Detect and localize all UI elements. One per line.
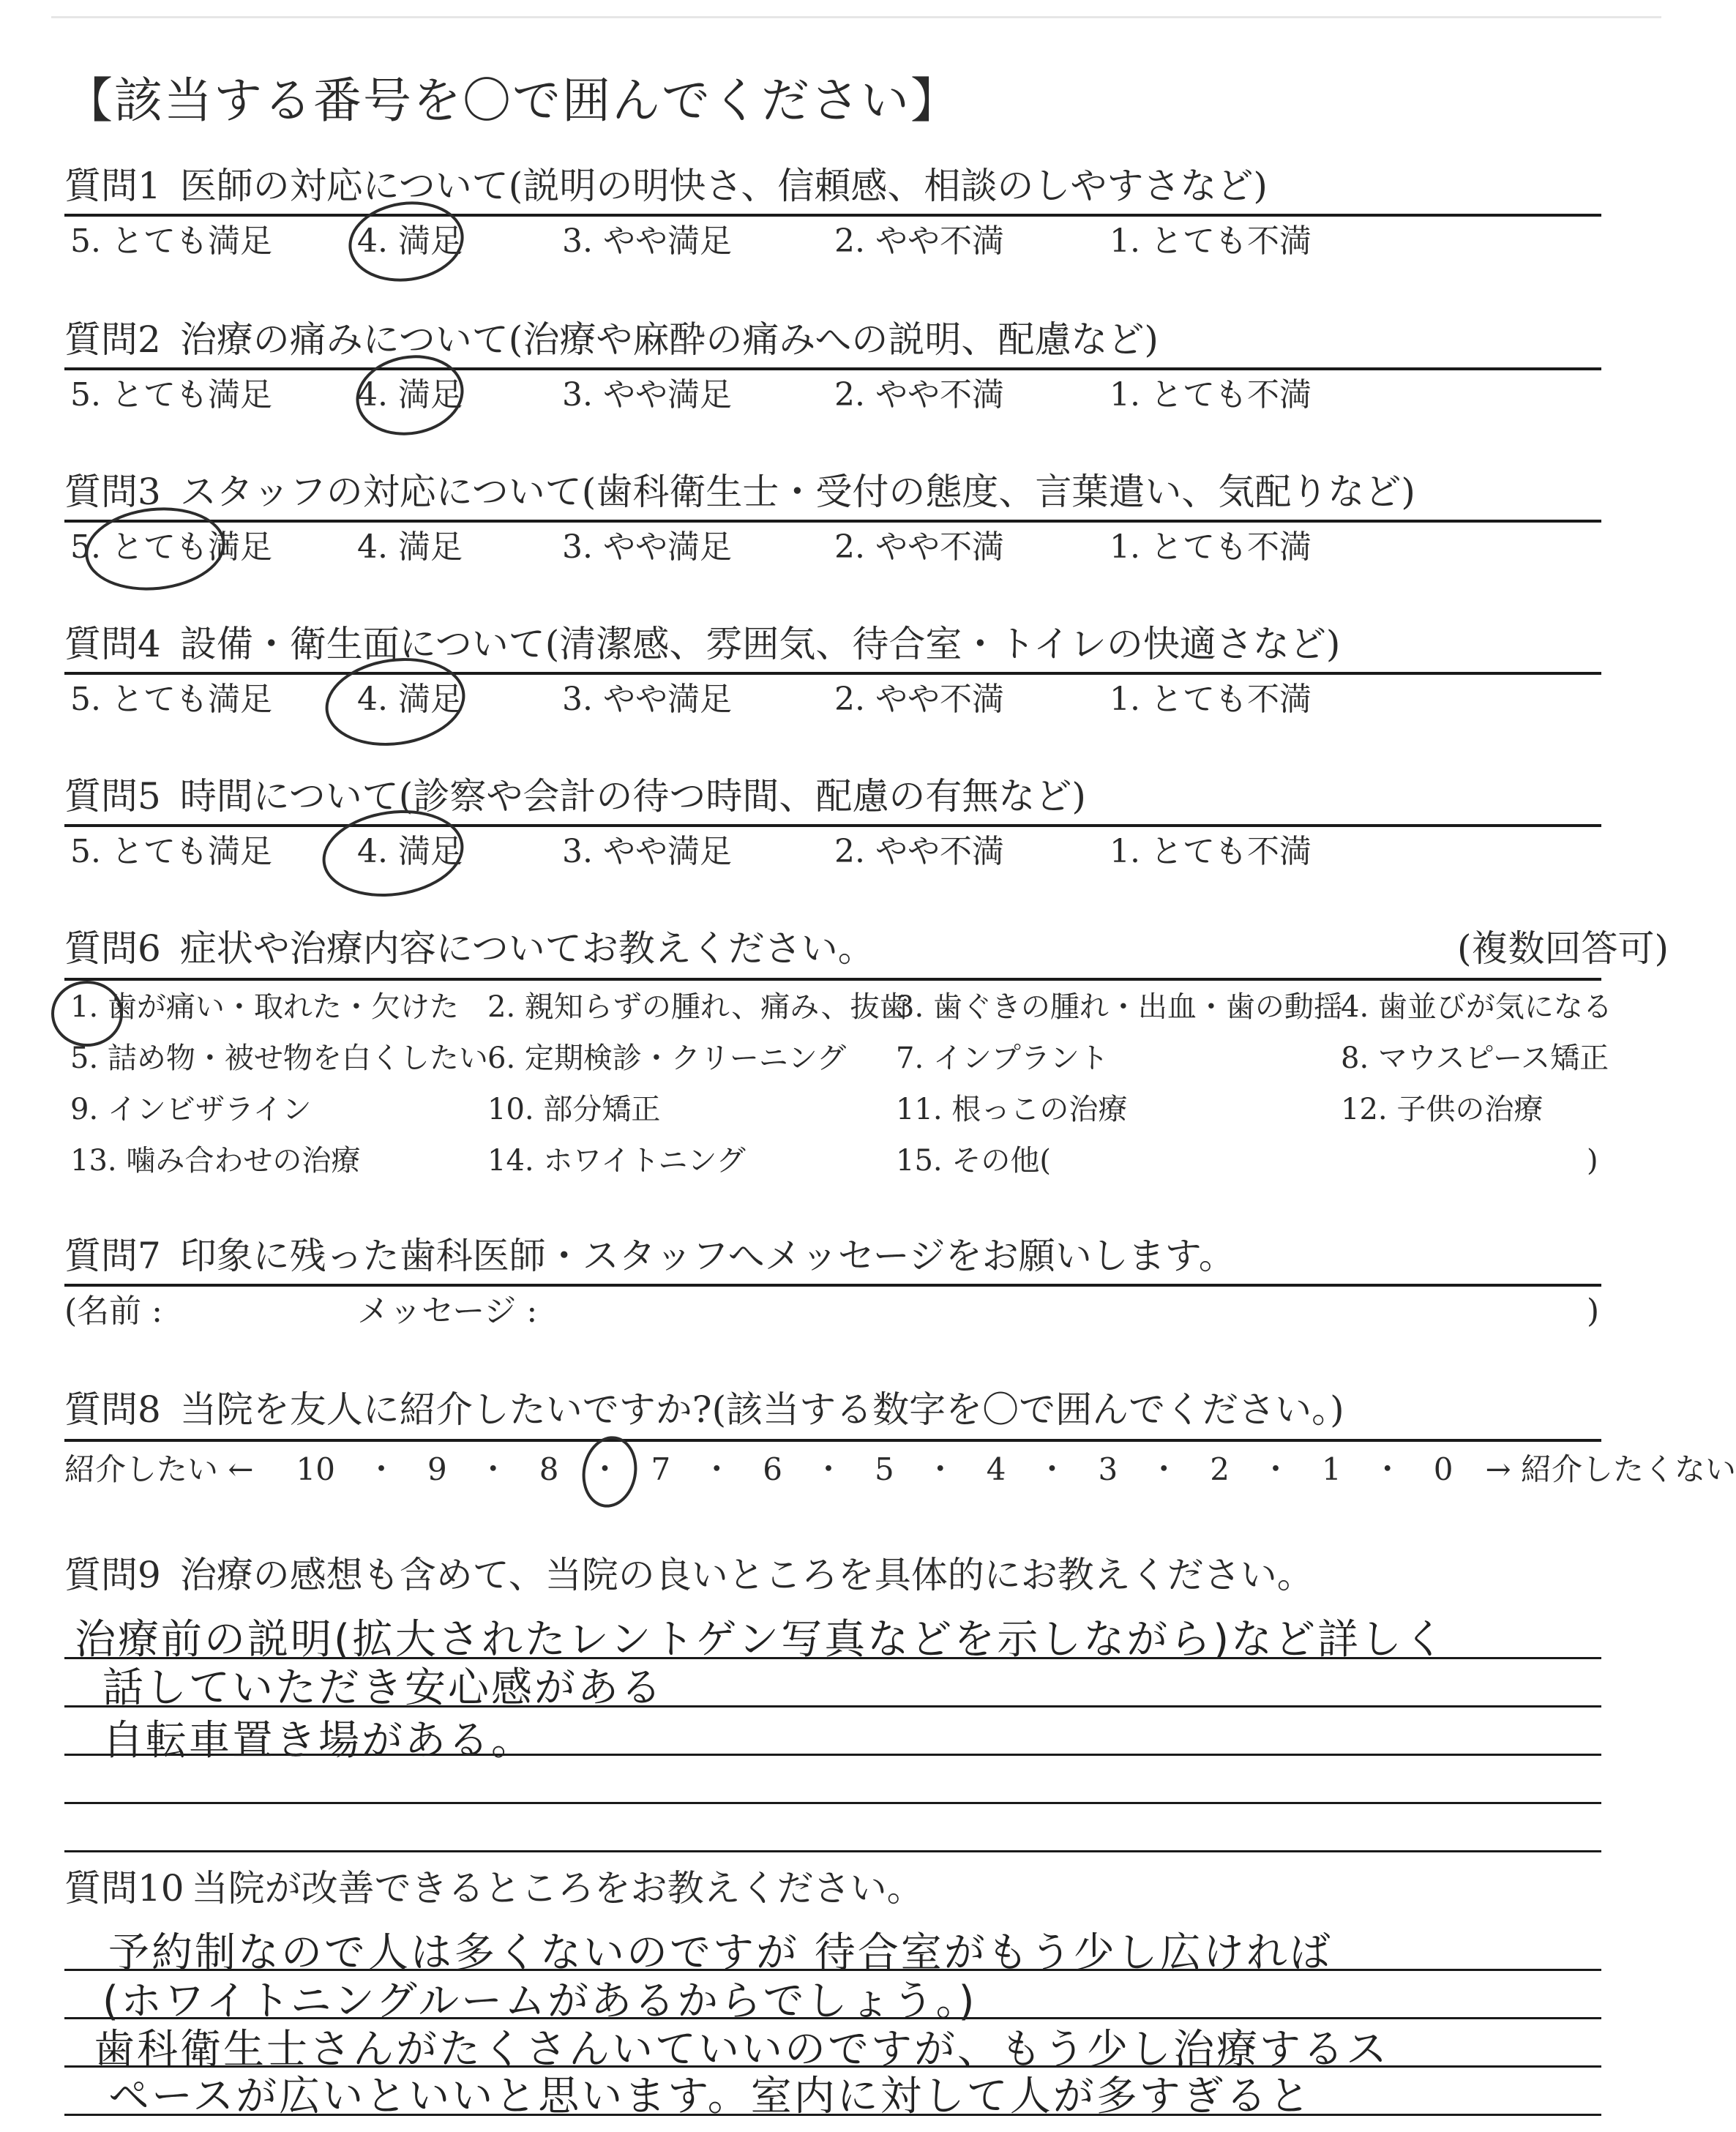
scale-value-5[interactable]: 5 [875,1451,894,1487]
question-5 [64,770,1601,870]
name-field-label[interactable]: (名前 : [64,1293,162,1330]
scale-value-3[interactable]: 3 [1098,1451,1118,1487]
question-6-rule [64,978,1601,981]
question-2-number: 質問2 [64,318,161,361]
scale-value-4[interactable]: 4 [986,1451,1006,1487]
question-2-text: 治療の痛みについて(治療や麻酔の痛みへの説明、配慮など) [179,318,1159,361]
handwritten-answer-line: 歯科衛生士さんがたくさんいていいのですが、もう少し治療するス [94,2026,1389,2073]
question-3 [64,465,1601,566]
question-3-title [64,465,1415,518]
selection-circle [577,1432,643,1511]
question-6-title [64,922,875,975]
option-somewhat-dissatisfied[interactable]: 2. やや不満 [834,528,1004,566]
page-title: 【該当する番号を〇で囲んでください】 [64,72,960,129]
symptom-option-3[interactable]: 3. 歯ぐきの腫れ・出血・歯の動揺 [896,990,1343,1024]
question-3-number: 質問3 [64,471,161,513]
scale-value-1[interactable]: 1 [1322,1451,1342,1487]
symptom-option-13[interactable]: 13. 噛み合わせの治療 [70,1144,361,1178]
question-5-number: 質問5 [64,775,161,818]
option-very-dissatisfied[interactable]: 1. とても不満 [1110,681,1312,718]
handwritten-answer-line: 話していただき安心感がある [102,1664,664,1712]
option-somewhat-satisfied[interactable]: 3. やや満足 [562,528,732,566]
option-somewhat-satisfied[interactable]: 3. やや満足 [562,833,732,870]
option-very-satisfied[interactable]: 5. とても満足 [70,528,272,566]
handwritten-answer-line: 治療前の説明(拡大されたレントゲン写真などを示しながら)など詳しく [75,1616,1448,1664]
symptom-option-11[interactable]: 11. 根っこの治療 [896,1093,1128,1126]
question-8 [64,1383,1736,1487]
option-somewhat-satisfied[interactable]: 3. やや満足 [562,681,732,718]
question-9 [64,1549,1601,1765]
option-somewhat-dissatisfied[interactable]: 2. やや不満 [834,833,1004,870]
scale-value-2[interactable]: 2 [1210,1451,1230,1487]
scale-value-8[interactable]: 8 [539,1451,559,1487]
option-very-dissatisfied[interactable]: 1. とても不満 [1110,833,1312,870]
question-2 [64,313,1601,414]
scale-value-0[interactable]: 0 [1433,1451,1453,1487]
handwritten-answer-line: 自転車置き場がある。 [102,1717,534,1765]
answer-line [64,1802,1601,1804]
answer-line [64,1850,1601,1852]
symptom-option-8[interactable]: 8. マウスピース矯正 [1341,1041,1609,1075]
selection-circle [51,981,123,1047]
question-1-rule [64,214,1601,217]
option-very-satisfied[interactable]: 5. とても満足 [70,222,272,260]
recommendation-scale: 紹介したい ← 10 ・ 9 ・ 8 ・ 7 ・ 6 ・ 5 ・ 4 ・ 3 ・ 2 ・ 1 ・ 0 → 紹介したくない [64,1448,1736,1492]
option-satisfied[interactable]: 4. 満足 [357,681,463,718]
symptom-option-15[interactable]: 15. その他( [896,1144,1051,1178]
symptom-option-14[interactable]: 14. ホワイトニング [487,1144,746,1178]
question-7 [64,1230,1601,1330]
question-4-number: 質問4 [64,623,161,665]
option-satisfied[interactable]: 4. 満足 [357,222,463,260]
scale-left-label: 紹介したい ← [64,1451,254,1487]
question-8-title [64,1383,1344,1436]
symptom-option-9[interactable]: 9. インビザライン [70,1093,312,1126]
question-8-text: 当院を友人に紹介したいですか?(該当する数字を〇で囲んでください。) [179,1388,1344,1431]
multiple-answers-note: (複数回答可) [1456,927,1669,970]
symptom-option-10[interactable]: 10. 部分矯正 [487,1093,661,1126]
option-satisfied[interactable]: 4. 満足 [357,833,463,870]
question-4-rule [64,672,1601,675]
question-9-title [64,1549,1314,1601]
question-10-number: 質問10 [64,1867,184,1910]
question-4-title [64,618,1340,670]
question-10-title [64,1862,924,1915]
question-8-rule [64,1439,1601,1442]
question-5-rule [64,824,1601,827]
handwritten-answer-line: 予約制なので人は多くないのですが 待合室がもう少し広ければ [108,1929,1333,1977]
scale-value-9[interactable]: 9 [427,1451,447,1487]
option-somewhat-dissatisfied[interactable]: 2. やや不満 [834,681,1004,718]
symptom-option-12[interactable]: 12. 子供の治療 [1341,1093,1544,1126]
option-somewhat-dissatisfied[interactable]: 2. やや不満 [834,376,1004,414]
question-1-text: 医師の対応について(説明の明快さ、信頼感、相談のしやすさなど) [179,165,1268,207]
option-very-dissatisfied[interactable]: 1. とても不満 [1110,376,1312,414]
handwritten-answer-line: (ホワイトニングルームがあるからでしょう。) [102,1978,977,2025]
handwritten-answer-line: ペースが広いといいと思います。室内に対して人が多すぎると [108,2073,1312,2120]
question-7-title [64,1230,1235,1282]
option-satisfied[interactable]: 4. 満足 [357,528,463,566]
option-somewhat-satisfied[interactable]: 3. やや満足 [562,222,732,260]
question-10 [64,1862,1601,2120]
option-very-satisfied[interactable]: 5. とても満足 [70,681,272,718]
question-10-text: 当院が改善できるところをお教えください。 [191,1867,924,1910]
scale-value-7[interactable]: 7 [651,1451,671,1487]
symptom-option-1[interactable]: 1. 歯が痛い・取れた・欠けた [70,990,459,1024]
question-1 [64,160,1601,260]
option-satisfied[interactable]: 4. 満足 [357,376,463,414]
option-very-dissatisfied[interactable]: 1. とても不満 [1110,528,1312,566]
question-6-number: 質問6 [64,927,161,970]
symptom-option-4[interactable]: 4. 歯並びが気になる [1341,990,1612,1024]
question-7-rule [64,1284,1601,1287]
question-5-title [64,770,1086,823]
message-close-paren: ) [1587,1293,1600,1330]
question-3-text: スタッフの対応について(歯科衛生士・受付の態度、言葉遣い、気配りなど) [179,471,1415,513]
scale-value-6[interactable]: 6 [763,1451,782,1487]
question-6 [64,922,1669,1178]
question-5-text: 時間について(診察や会計の待つ時間、配慮の有無など) [179,775,1086,818]
question-9-text: 治療の感想も含めて、当院の良いところを具体的にお教えください。 [179,1554,1314,1596]
question-8-number: 質問8 [64,1388,161,1431]
symptom-option-5[interactable]: 5. 詰め物・被せ物を白くしたい [70,1041,488,1075]
question-4-text: 設備・衛生面について(清潔感、雰囲気、待合室・トイレの快適さなど) [179,623,1341,665]
question-2-title [64,313,1159,366]
message-field-label[interactable]: メッセージ : [357,1293,538,1330]
question-6-text: 症状や治療内容についてお教えください。 [179,927,875,970]
question-3-rule [64,520,1601,523]
question-9-number: 質問9 [64,1554,161,1596]
symptom-option-6[interactable]: 6. 定期検診・クリーニング [487,1041,847,1075]
top-border [51,16,1661,18]
symptom-option-7[interactable]: 7. インプラント [896,1041,1109,1075]
scale-right-label: → 紹介したくない [1485,1451,1736,1487]
symptom-option-2[interactable]: 2. 親知らずの腫れ、痛み、抜歯 [487,990,909,1024]
question-7-number: 質問7 [64,1235,161,1277]
option-very-satisfied[interactable]: 5. とても満足 [70,833,272,870]
option-very-dissatisfied[interactable]: 1. とても不満 [1110,222,1312,260]
option-somewhat-satisfied[interactable]: 3. やや満足 [562,376,732,414]
scale-value-10[interactable]: 10 [296,1451,335,1487]
question-7-text: 印象に残った歯科医師・スタッフへメッセージをお願いします。 [179,1235,1235,1277]
question-1-number: 質問1 [64,165,161,207]
option-very-satisfied[interactable]: 5. とても満足 [70,376,272,414]
question-4 [64,618,1601,718]
question-1-title [64,160,1268,212]
option-somewhat-dissatisfied[interactable]: 2. やや不満 [834,222,1004,260]
question-2-rule [64,367,1601,370]
other-close-paren: ) [1587,1144,1598,1178]
